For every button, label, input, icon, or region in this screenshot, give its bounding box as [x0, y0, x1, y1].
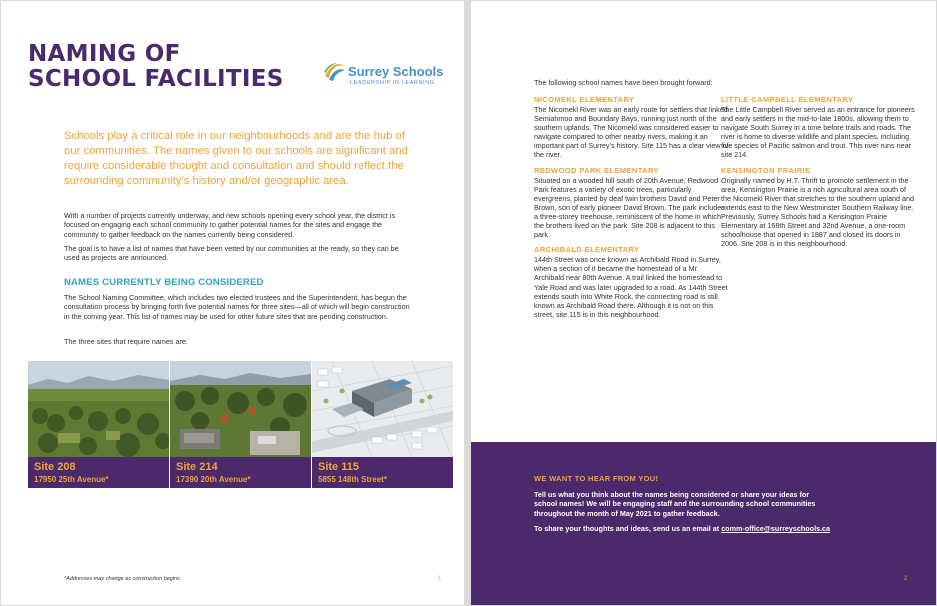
name-description: Originally named by H.T. Thrift to promote settlement in the area, Kensington Prairie is a rich agricultural area south of the Nicomekl River that stretches to the southern upland and extends east to the New Westminster Southern Railway line. Previously, Surrey Schools had a Kensington Prairie Elementary at 168th Street and 32nd Avenue, a one-room schoolhouse that opened in 1887 and closed its doors in 2006. Site 208 is in this neighbourhood. [721, 175, 914, 249]
feedback-email-line [534, 524, 894, 533]
site-card-115 [312, 361, 453, 488]
site-card-214 [170, 361, 311, 488]
name-heading: NICOMEKL ELEMENTARY [534, 95, 635, 104]
document-page-1 [1, 1, 464, 605]
logo-name: Surrey Schools [348, 64, 444, 79]
paragraph-projects: With a number of projects currently underway, and new schools opening every school year, the district is focused on engaging each school community to gather potential names for the sites and engage the community to gather feedback on the names currently being considered. [64, 211, 396, 239]
site-address: 17950 25th Avenue* [34, 475, 109, 484]
page-number: 1 [438, 576, 442, 582]
title-line-1: NAMING OF [28, 41, 181, 67]
site-name: Site 115 [318, 461, 359, 473]
name-entry-kensington-prairie [721, 166, 917, 249]
site-214-label [170, 457, 311, 488]
site-115-rendering [312, 361, 453, 457]
name-heading: REDWOOD PARK ELEMENTARY [534, 165, 659, 175]
feedback-text: Tell us what you think about the names being considered or share your ideas for school names! We will be engaging staff and the surrounding school communities throughout the month of May 2021 to gather feedback. [534, 490, 816, 518]
logo-tagline: LEADERSHIP IN LEARNING [350, 80, 435, 86]
site-214-photo [170, 361, 311, 457]
names-column-left [534, 95, 730, 325]
name-heading: KENSINGTON PRAIRIE [721, 165, 811, 175]
document-page-2 [471, 1, 936, 605]
page-gutter [464, 0, 471, 606]
title-line-2: SCHOOL FACILITIES [28, 66, 284, 92]
site-115-label [312, 457, 453, 488]
site-address: 5855 148th Street* [318, 475, 387, 484]
logo-swoosh-icon [323, 60, 347, 82]
paragraph-three-sites: The three sites that require names are: [64, 337, 188, 346]
name-entry-nicomekl [534, 95, 730, 160]
site-208-label [28, 457, 169, 488]
name-description: 144th Street was once known as Archibald Road in Surrey, when a section of it became the homestead of a Mr. Archibald near 80th Avenue. A trail linked the homestead to Yale Road and was later upgraded to a road. As 144th Street extends south into White Rock, the connecting road is still known as Archibald Road there. Although it is not on this street, site 115 is in this neighbourhood. [534, 255, 728, 319]
footnote: *Addresses may change as construction begins [64, 576, 180, 582]
paragraph-goal: The goal is to have a list of names that have been vetted by our communities at the ready, so they can be used as projects are announced. [64, 244, 399, 263]
email-prefix: To share your thoughts and ideas, send us an email at [534, 524, 722, 533]
name-entry-archibald [534, 245, 730, 319]
section-heading: NAMES CURRENTLY BEING CONSIDERED [64, 277, 264, 288]
name-heading: ARCHIBALD ELEMENTARY [534, 245, 640, 255]
name-description: The Nicomekl River was an early route for settlers that linked Semiahmoo and Boundary Bays, running just north of the southern uplands. The Nicomekl was considered easier to navigate compared to other nearby rivers, making it an important part of Surrey’s history. Site 115 has a clear view of the river. [534, 105, 729, 160]
name-heading: LITTLE CAMPBELL ELEMENTARY [721, 95, 854, 104]
name-description: Situated on a wooded hill south of 20th Avenue, Redwood Park features a variety of exotic trees, particularly evergreens, planted by deaf twin brothers David and Peter Brown, son of early pioneer David Brown. The park includes a three-storey treehouse, reminiscent of the home in which the brothers lived on the park. Site 208 is adjacent to this park. [534, 175, 725, 240]
site-name: Site 208 [34, 461, 76, 473]
surrey-schools-logo [323, 58, 443, 88]
names-column-right [721, 95, 917, 254]
site-208-photo [28, 361, 169, 457]
name-entry-little-campbell [721, 95, 917, 160]
name-entry-redwood-park [534, 166, 730, 240]
email-link[interactable]: comm-office@surreyschools.ca [721, 524, 831, 533]
intro-paragraph: Schools play a critical role in our neighbourhoods and are the hub of our communities. The names given to our schools are significant and require considerable thought and consultation and should reflect the surrounding community’s history and/or geographic area. [64, 130, 408, 187]
site-address: 17390 20th Avenue* [176, 475, 251, 484]
site-name: Site 214 [176, 461, 218, 473]
page-title [28, 42, 284, 92]
feedback-heading: WE WANT TO HEAR FROM YOU! [534, 474, 659, 483]
site-card-208 [28, 361, 169, 488]
paragraph-committee: The School Naming Committee, which includes two elected trustees and the Superintendent, has begun the consultation process by bringing forth five potential names for three sites—all of which will begin construction in the coming year. This list of names may be used for other future sites that are pending construction. [64, 293, 410, 321]
name-description: The Little Campbell River served as an entrance for pioneers and early settlers in the mid-to-late 1800s, allowing them to navigate South Surrey in a time before trails and roads. The river is home to diverse wildlife and plant species, including five species of Pacific salmon and trout. This river runs near site 214. [721, 105, 915, 160]
page-number: 2 [904, 576, 908, 582]
names-intro: The following school names have been brought forward: [534, 78, 713, 87]
